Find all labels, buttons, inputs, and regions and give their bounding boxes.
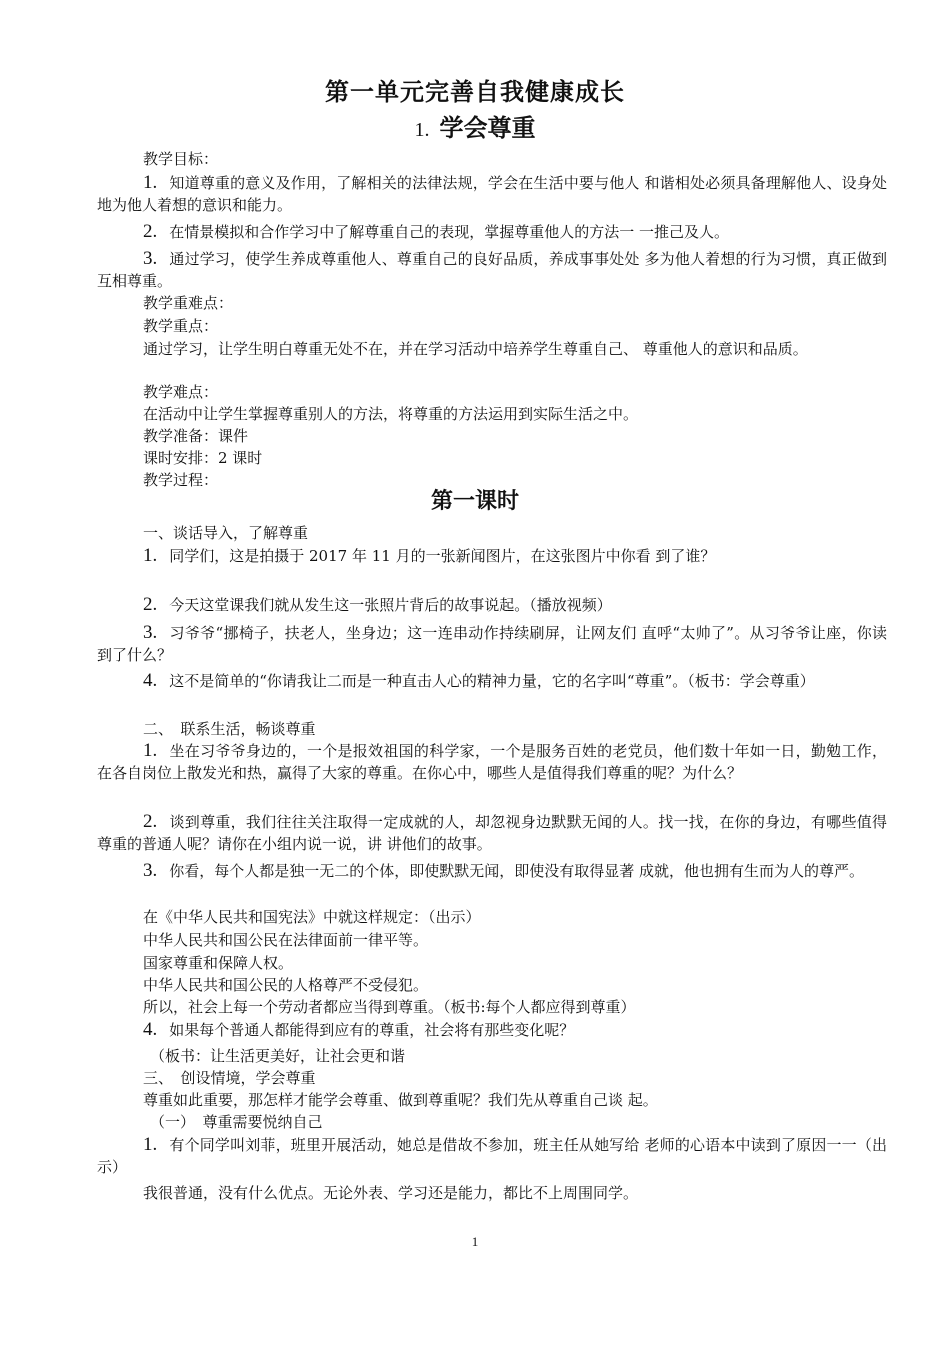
s1-item-4-text: 这不是简单的“你请我让二而是一种直击人心的精神力量，它的名字叫“尊重”。（板书：学会尊重） (169, 672, 815, 690)
s2-item-2 (97, 811, 887, 855)
s1-item-1 (97, 545, 887, 567)
law-line-3: 中华人民共和国公民的人格尊严不受侵犯。 (143, 976, 429, 994)
s2-item-1-text: 坐在习爷爷身边的，一个是报效祖国的科学家，一个是服务百姓的老党员，他们数十年如一日，勤勉工作，在各自岗位上散发光和热，赢得了大家的尊重。在你心中，哪些人是值得我们尊重的呢？为什么？ (97, 742, 887, 782)
session-title: 第一课时 (430, 489, 519, 514)
s3-item-1-number: 1. (143, 1134, 158, 1155)
goal-1-text: 知道尊重的意义及作用，了解相关的法律法规，学会在生活中要与他人 和谐相处必须具备理解他人、设身处地为他人着想的意识和能力。 (97, 174, 887, 214)
s1-item-1-text: 同学们，这是拍摄于 2017 年 11 月的一张新闻图片，在这张图片中你看 到了谁？ (169, 547, 716, 565)
section-1-title: 一、谈话导入，了解尊重 (143, 524, 309, 542)
s3-item-1-text: 有个同学叫刘菲，班里开展活动，她总是借故不参加，班主任从她写给 老师的心语本中读到了原因一一（出示） (97, 1136, 887, 1176)
hard-label: 教学难点： (143, 383, 219, 401)
s1-item-3-number: 3. (143, 622, 158, 643)
section-2-title: 二、 联系生活，畅谈尊重 (143, 720, 316, 738)
s2-item-4-text: 如果每个普通人都能得到应有的尊重，社会将有那些变化呢？ (169, 1021, 575, 1039)
s3-item-1 (97, 1134, 887, 1178)
page-number: 1 (471, 1234, 479, 1249)
key-text: 通过学习，让学生明白尊重无处不在，并在学习活动中培养学生尊重自己、 尊重他人的意识和品质。 (143, 340, 808, 358)
s2-item-3 (97, 860, 887, 882)
s1-item-2-number: 2. (143, 594, 158, 615)
s3-item-1-quote: 我很普通，没有什么优点。无论外表、学习还是能力，都比不上周围同学。 (143, 1184, 639, 1202)
unit-title: 第一单元完善自我健康成长 (325, 78, 625, 106)
goals-label: 教学目标： (143, 150, 219, 168)
goal-1 (97, 172, 887, 216)
s1-item-4 (97, 670, 887, 692)
s2-item-4-number: 4. (143, 1019, 158, 1040)
s2-item-4 (97, 1019, 887, 1041)
goal-2-text: 在情景模拟和合作学习中了解尊重自己的表现，掌握尊重他人的方法一 一推己及人。 (169, 223, 730, 241)
s1-item-2 (97, 594, 887, 616)
goal-3-text: 通过学习，使学生养成尊重他人、尊重自己的良好品质，养成事事处处 多为他人着想的行为习惯，真正做到互相尊重。 (97, 250, 887, 290)
goal-3-number: 3. (143, 248, 158, 269)
hard-text: 在活动中让学生掌握尊重别人的方法，将尊重的方法运用到实际生活之中。 (143, 405, 639, 423)
goal-1-number: 1. (143, 172, 158, 193)
s2-item-3-number: 3. (143, 860, 158, 881)
goal-2 (97, 221, 887, 243)
s2-item-1 (97, 740, 887, 784)
schedule-text: 课时安排：2 课时 (143, 449, 263, 467)
s2-item-4-board: （板书：让生活更美好，让社会更和谐 (150, 1047, 406, 1065)
lesson-number: 1. (414, 119, 430, 141)
law-line-1: 中华人民共和国公民在法律面前一律平等。 (143, 931, 429, 949)
s2-item-1-number: 1. (143, 740, 158, 761)
s2-item-2-text: 谈到尊重，我们往往关注取得一定成就的人，却忽视身边默默无闻的人。找一找，在你的身边，有哪些值得尊重的普通人呢？请你在小组内说一说，讲 讲他们的故事。 (97, 813, 887, 853)
s1-item-4-number: 4. (143, 670, 158, 691)
key-label: 教学重点： (143, 317, 219, 335)
s2-item-2-number: 2. (143, 811, 158, 832)
process-label: 教学过程： (143, 471, 219, 489)
section-3-title: 三、 创设情境，学会尊重 (143, 1069, 316, 1087)
s1-item-3 (97, 622, 887, 666)
law-intro: 在《中华人民共和国宪法》中就这样规定：（出示） (143, 908, 481, 926)
lesson-title (0, 108, 950, 143)
goal-2-number: 2. (143, 221, 158, 242)
prep-text: 教学准备：课件 (143, 427, 249, 445)
s1-item-3-text: 习爷爷“挪椅子，扶老人，坐身边；这一连串动作持续刷屏，让网友们 直呼“太帅了”。从习爷爷让座，你读到了什么？ (97, 624, 887, 664)
difficulty-label: 教学重难点： (143, 294, 234, 312)
s1-item-2-text: 今天这堂课我们就从发生这一张照片背后的故事说起。（播放视频） (169, 596, 612, 614)
goal-3 (97, 248, 887, 292)
section-3-intro: 尊重如此重要，那怎样才能学会尊重、做到尊重呢？我们先从尊重自己谈 起。 (143, 1091, 658, 1109)
subsection-1-title: （一） 尊重需要悦纳自己 (150, 1113, 323, 1131)
s1-item-1-number: 1. (143, 545, 158, 566)
law-line-2: 国家尊重和保障人权。 (143, 954, 294, 972)
law-conclusion: 所以，社会上每一个劳动者都应当得到尊重。（板书:每个人都应得到尊重） (143, 998, 636, 1016)
s2-item-3-text: 你看，每个人都是独一无二的个体，即使默默无闻，即使没有取得显著 成就，他也拥有生而为人的尊严。 (169, 862, 865, 880)
lesson-name: 学会尊重 (439, 114, 536, 142)
